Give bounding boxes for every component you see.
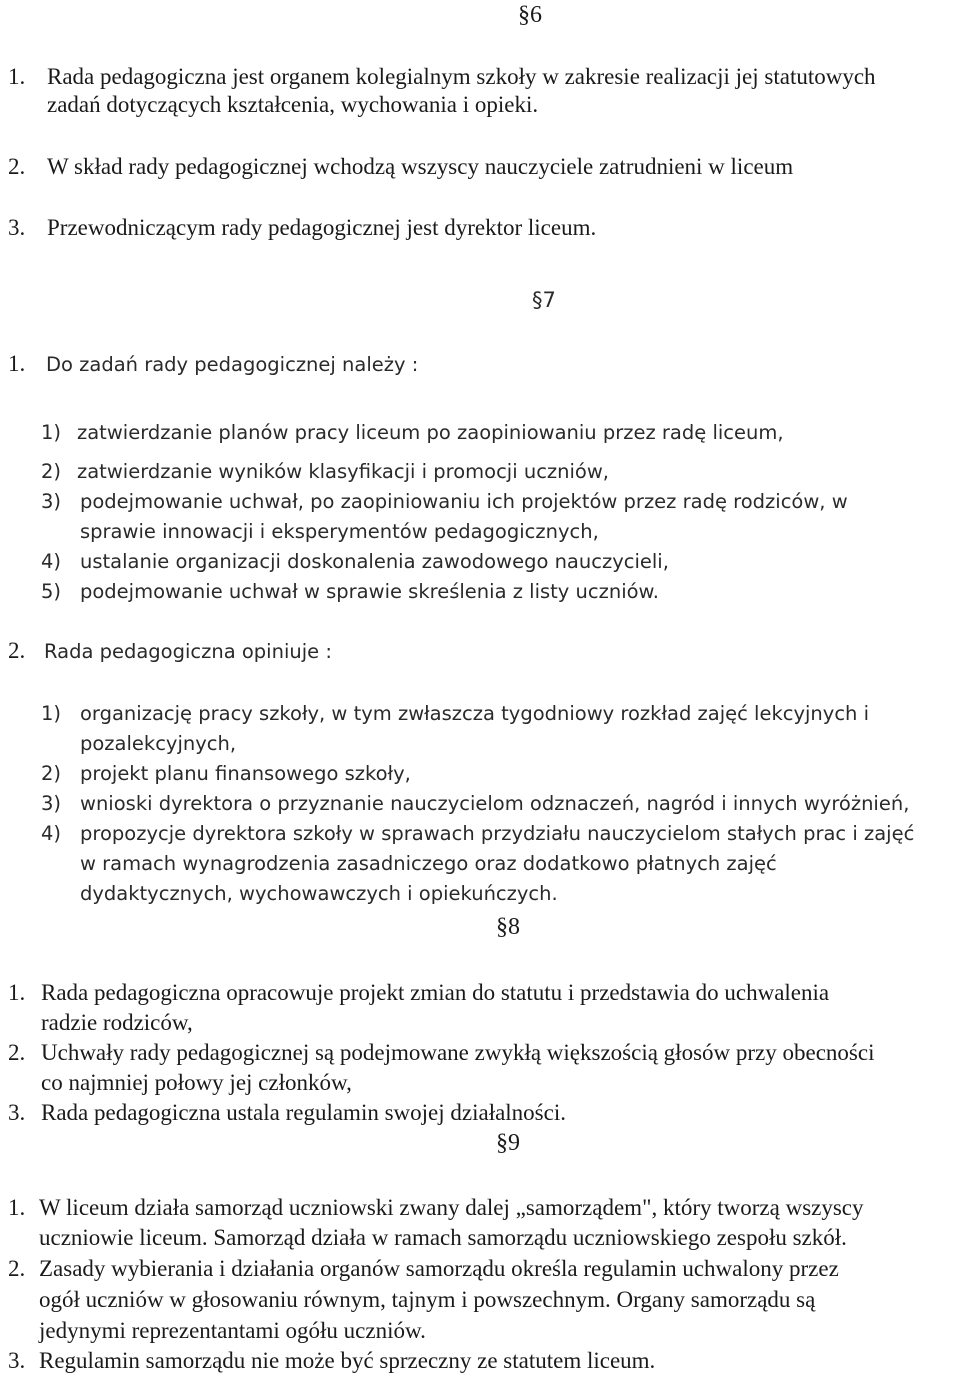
opinion-4-line-3: dydaktycznych, wychowawczych i opiekuńczych. bbox=[80, 882, 558, 905]
s8-item-3-text: Rada pedagogiczna ustala regulamin swojej działalności. bbox=[41, 1100, 566, 1125]
opinion-3-number: 3) bbox=[41, 792, 62, 815]
s9-item-2-number: 2. bbox=[8, 1256, 26, 1281]
s6-item-2-text: W skład rady pedagogicznej wchodzą wszyscy nauczyciele zatrudnieni w liceum bbox=[47, 154, 794, 179]
opinion-1-number: 1) bbox=[41, 702, 62, 725]
task-3-number: 3) bbox=[41, 490, 62, 513]
s9-item-3-text: Regulamin samorządu nie może być sprzeczny ze statutem liceum. bbox=[39, 1348, 656, 1373]
task-1-number: 1) bbox=[41, 421, 62, 444]
section-8-heading: §8 bbox=[496, 914, 520, 940]
opinion-4-line-2: w ramach wynagrodzenia zasadniczego oraz dodatkowo płatnych zajęć bbox=[80, 852, 777, 875]
s6-item-3-number: 3. bbox=[8, 215, 26, 240]
s6-item-2-number: 2. bbox=[8, 154, 26, 179]
s6-item-1-line-1: Rada pedagogiczna jest organem kolegialnym szkoły w zakresie realizacji jej statutowych bbox=[47, 64, 876, 89]
s8-item-1-line-1: Rada pedagogiczna opracowuje projekt zmian do statutu i przedstawia do uchwalenia bbox=[41, 980, 830, 1005]
task-4-number: 4) bbox=[41, 550, 62, 573]
opinion-3-text: wnioski dyrektora o przyznanie nauczycielom odznaczeń, nagród i innych wyróżnień, bbox=[80, 792, 910, 815]
opinion-2-number: 2) bbox=[41, 762, 62, 785]
s7-item-1-text: Do zadań rady pedagogicznej należy : bbox=[46, 353, 419, 376]
task-4-text: ustalanie organizacji doskonalenia zawodowego nauczycieli, bbox=[80, 550, 669, 573]
task-2-text: zatwierdzanie wyników klasyfikacji i promocji uczniów, bbox=[77, 460, 610, 483]
s8-item-1-number: 1. bbox=[8, 980, 26, 1005]
s9-item-2-line-3: jedynymi reprezentantami ogółu uczniów. bbox=[39, 1318, 426, 1343]
s9-item-1-line-1: W liceum działa samorząd uczniowski zwany dalej „samorządem", który tworzą wszyscy bbox=[39, 1195, 864, 1220]
s9-item-2-line-2: ogół uczniów w głosowaniu równym, tajnym i powszechnym. Organy samorządu są bbox=[39, 1287, 816, 1312]
s7-item-2-text: Rada pedagogiczna opiniuje : bbox=[44, 640, 332, 663]
opinion-4-number: 4) bbox=[41, 822, 62, 845]
opinion-2-text: projekt planu finansowego szkoły, bbox=[80, 762, 411, 785]
opinion-4-line-1: propozycje dyrektora szkoły w sprawach przydziału nauczycielom stałych prac i zajęć bbox=[80, 822, 915, 845]
task-2-number: 2) bbox=[41, 460, 62, 483]
section-9-heading: §9 bbox=[496, 1130, 520, 1156]
s7-item-2-number: 2. bbox=[8, 638, 26, 663]
section-7-heading: §7 bbox=[532, 288, 556, 312]
s8-item-2-line-1: Uchwały rady pedagogicznej są podejmowane zwykłą większością głosów przy obecności bbox=[41, 1040, 875, 1065]
task-1-text: zatwierdzanie planów pracy liceum po zaopiniowaniu przez radę liceum, bbox=[77, 421, 784, 444]
s7-item-1-number: 1. bbox=[8, 351, 26, 376]
task-5-number: 5) bbox=[41, 580, 62, 603]
s6-item-1-number: 1. bbox=[8, 64, 26, 89]
task-3-line-2: sprawie innowacji i eksperymentów pedagogicznych, bbox=[80, 520, 599, 543]
s8-item-2-line-2: co najmniej połowy jej członków, bbox=[41, 1070, 352, 1095]
s9-item-1-number: 1. bbox=[8, 1195, 26, 1220]
s9-item-1-line-2: uczniowie liceum. Samorząd działa w ramach samorządu uczniowskiego zespołu szkół. bbox=[39, 1225, 847, 1250]
s8-item-1-line-2: radzie rodziców, bbox=[41, 1010, 193, 1035]
s8-item-2-number: 2. bbox=[8, 1040, 26, 1065]
s9-item-3-number: 3. bbox=[8, 1348, 26, 1373]
task-3-line-1: podejmowanie uchwał, po zaopiniowaniu ich projektów przez radę rodziców, w bbox=[80, 490, 848, 513]
s8-item-3-number: 3. bbox=[8, 1100, 26, 1125]
s6-item-3-text: Przewodniczącym rady pedagogicznej jest dyrektor liceum. bbox=[47, 215, 597, 240]
opinion-1-line-1: organizację pracy szkoły, w tym zwłaszcza tygodniowy rozkład zajęć lekcyjnych i bbox=[80, 702, 870, 725]
opinion-1-line-2: pozalekcyjnych, bbox=[80, 732, 237, 755]
section-6-heading: §6 bbox=[518, 2, 542, 28]
s9-item-2-line-1: Zasady wybierania i działania organów samorządu określa regulamin uchwalony przez bbox=[39, 1256, 839, 1281]
task-5-text: podejmowanie uchwał w sprawie skreślenia z listy uczniów. bbox=[80, 580, 659, 603]
s6-item-1-line-2: zadań dotyczących kształcenia, wychowania i opieki. bbox=[47, 92, 539, 117]
